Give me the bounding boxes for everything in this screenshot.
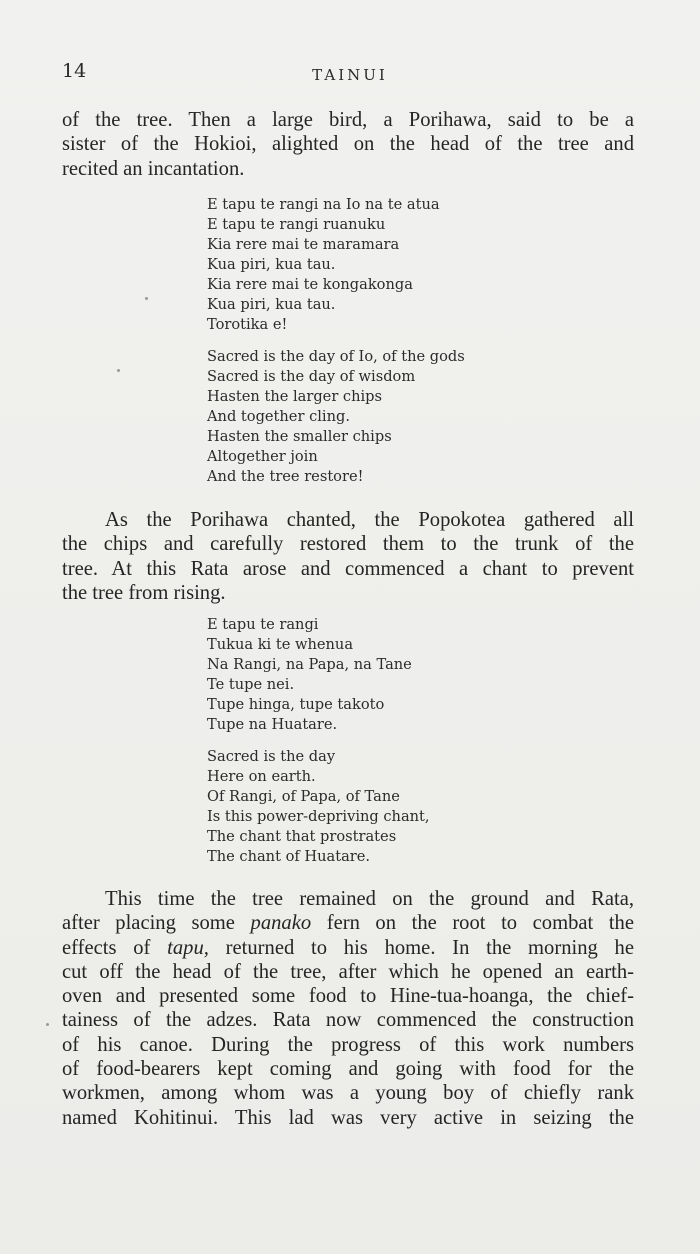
text-line: tree. At this Rata arose and commenced a chant to prevent [62, 557, 634, 580]
text-line: sister of the Hokioi, alighted on the head of the tree and [62, 133, 634, 156]
text-run: after placing some [62, 912, 251, 935]
verse-line: Tukua ki te whenua [207, 636, 354, 654]
verse-line: Kua piri, kua tau. [207, 256, 336, 274]
text-line: tainess of the adzes. Rata now commenced the construction [62, 1009, 634, 1032]
chant-1-maori [207, 195, 440, 335]
text-line: oven and presented some food to Hine-tua-hoanga, the chief- [62, 985, 634, 1008]
verse-line: Torotika e! [207, 316, 288, 334]
verse-line: E tapu te rangi na Io na te atua [207, 196, 440, 213]
verse-line: The chant of Huatare. [207, 848, 371, 866]
paragraph-3 [62, 887, 634, 1130]
verse-line: Sacred is the day of Io, of the gods [207, 348, 465, 365]
verse-line: Kia rere mai te maramara [207, 236, 400, 254]
verse-line: Te tupe nei. [207, 676, 295, 694]
text-run: effects of [62, 936, 168, 959]
chant-2-maori [207, 615, 412, 735]
verse-line: Kia rere mai te kongakonga [207, 276, 413, 294]
text-line: cut off the head of the tree, after which he opened an earth- [62, 960, 634, 983]
verse-line: Na Rangi, na Papa, na Tane [207, 656, 412, 674]
print-speck [117, 369, 120, 372]
italic-term: tapu, [167, 936, 209, 959]
verse-line: Hasten the smaller chips [207, 428, 392, 446]
page-number: 14 [62, 60, 87, 82]
text-run: fern on the root to combat the [311, 912, 634, 935]
chant-2-english [207, 747, 430, 867]
verse-line: Here on earth. [207, 768, 316, 786]
text-line: recited an incantation. [62, 157, 245, 180]
text-line: of the tree. Then a large bird, a Porihawa, said to be a [62, 109, 634, 131]
chant-1-english [207, 347, 465, 487]
print-speck [46, 1023, 49, 1026]
text-run: returned to his home. In the morning he [208, 936, 634, 959]
verse-line: Kua piri, kua tau. [207, 296, 336, 314]
text-line: workmen, among whom was a young boy of chiefly rank [62, 1082, 634, 1105]
text-line: As the Porihawa chanted, the Popokotea gathered all [105, 509, 634, 531]
verse-line: E tapu te rangi [207, 616, 319, 633]
text-line: of his canoe. During the progress of this work numbers [62, 1033, 634, 1056]
running-title: TAINUI [312, 66, 388, 84]
verse-line: And together cling. [207, 408, 350, 426]
text-line [62, 936, 634, 960]
text-line: This time the tree remained on the ground and Rata, [105, 888, 634, 910]
text-line: the chips and carefully restored them to the trunk of the [62, 533, 634, 556]
text-line: named Kohitinui. This lad was very active in seizing the [62, 1106, 634, 1129]
paragraph-1 [62, 108, 634, 181]
verse-line: Hasten the larger chips [207, 388, 383, 406]
verse-line: Tupe na Huatare. [207, 716, 338, 734]
text-line: the tree from rising. [62, 581, 226, 604]
verse-line: The chant that prostrates [207, 828, 397, 846]
verse-line: Is this power-depriving chant, [207, 808, 430, 826]
verse-line: Tupe hinga, tupe takoto [207, 696, 385, 714]
verse-line: Altogether join [207, 448, 318, 466]
text-line: of food-bearers kept coming and going with food for the [62, 1058, 634, 1081]
verse-line: Of Rangi, of Papa, of Tane [207, 788, 400, 806]
verse-line: Sacred is the day [207, 748, 336, 765]
verse-line: Sacred is the day of wisdom [207, 368, 416, 386]
text-line [62, 911, 634, 935]
paragraph-2 [62, 508, 634, 605]
verse-line: And the tree restore! [207, 468, 364, 486]
print-speck [145, 297, 148, 300]
italic-term: panako [250, 912, 312, 935]
verse-line: E tapu te rangi ruanuku [207, 216, 386, 234]
